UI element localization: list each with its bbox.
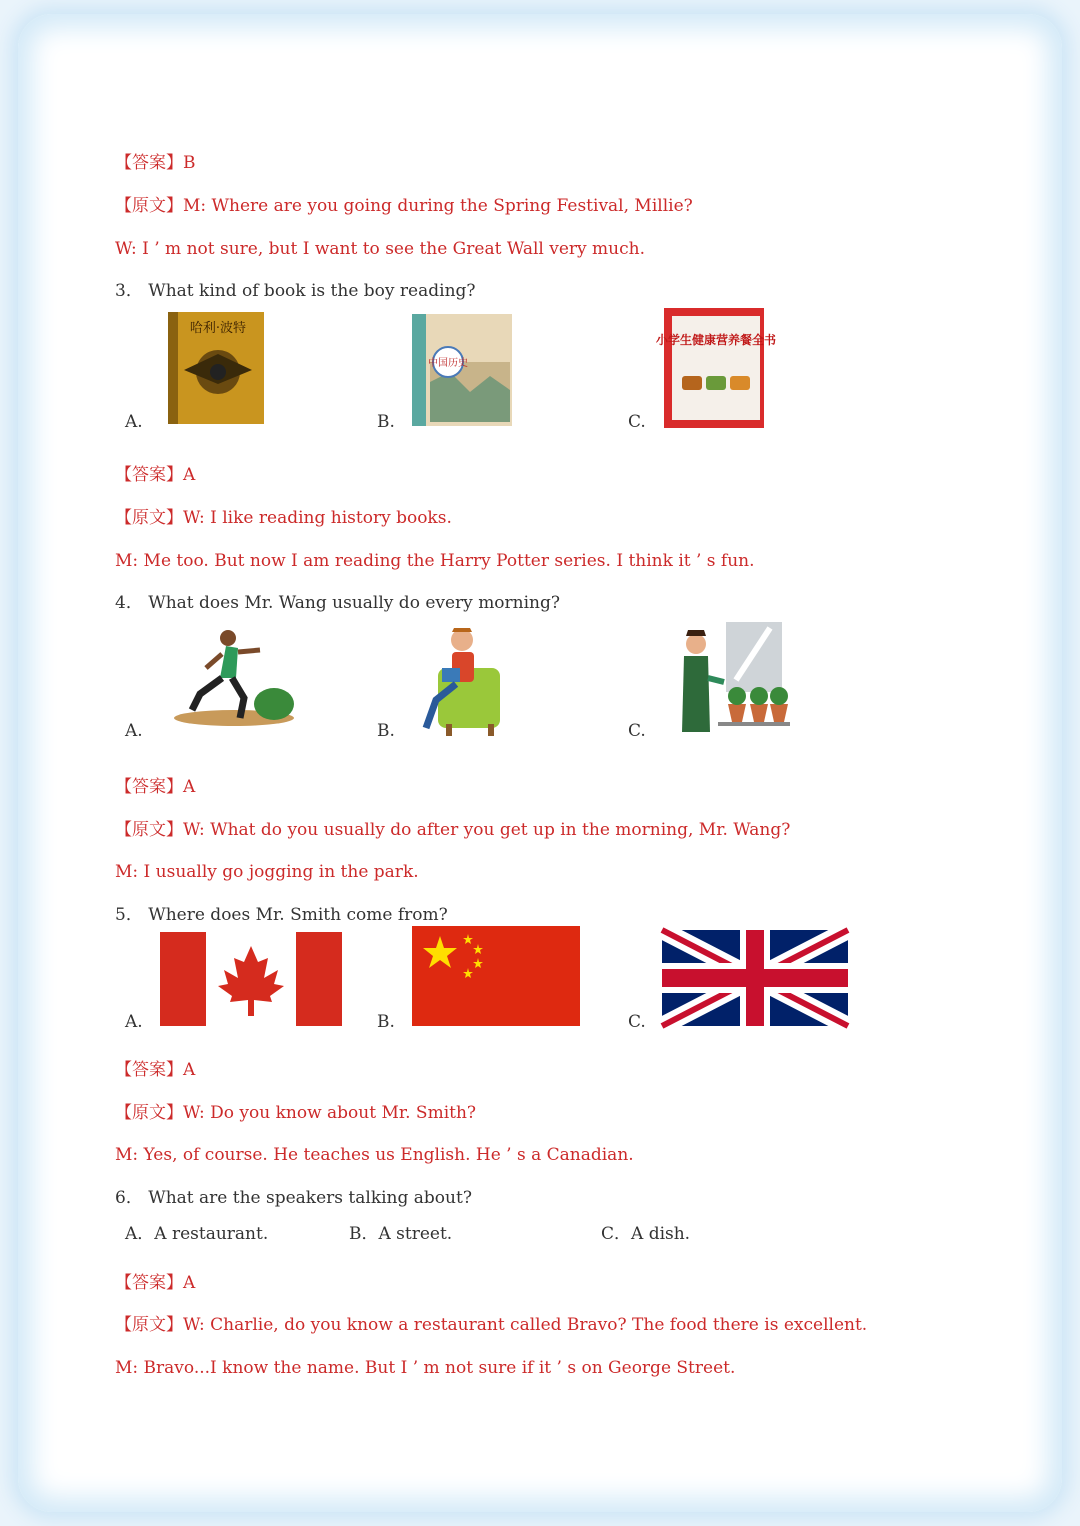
answer-tag: 【答案】 bbox=[115, 1273, 183, 1293]
document-page bbox=[18, 14, 1062, 1512]
answer-tag: 【答案】 bbox=[115, 1060, 183, 1080]
script-tag: 【原文】 bbox=[115, 820, 183, 840]
answer-tag: 【答案】 bbox=[115, 777, 183, 797]
q5-script-line1: 【原文】W: Do you know about Mr. Smith? bbox=[115, 1103, 477, 1123]
q4-answer bbox=[115, 776, 195, 798]
health-recipe-book-icon bbox=[655, 306, 777, 430]
china-flag-icon bbox=[412, 926, 580, 1026]
answer-value: A bbox=[183, 1273, 196, 1293]
q5-question: 5． Where does Mr. Smith come from? bbox=[115, 905, 448, 925]
q6-question: 6． What are the speakers talking about? bbox=[115, 1188, 472, 1208]
q5-answer bbox=[115, 1059, 195, 1081]
q5-option-c-label: C. bbox=[628, 1012, 646, 1032]
canada-flag-icon bbox=[160, 932, 342, 1026]
answer-tag: 【答案】 bbox=[115, 465, 183, 485]
uk-flag-icon bbox=[662, 930, 848, 1026]
q5-option-a-label: A. bbox=[125, 1012, 143, 1032]
q5-option-b-label: B. bbox=[377, 1012, 395, 1032]
q6-script-line1: 【原文】W: Charlie, do you know a restaurant called Bravo? The food there is excellent. bbox=[115, 1315, 868, 1335]
answer-value: A bbox=[183, 777, 196, 797]
q3-answer bbox=[115, 464, 195, 486]
reading-man-icon bbox=[416, 624, 506, 736]
q4-option-b-label: B. bbox=[377, 721, 395, 741]
q2-script-line1: 【原文】M: Where are you going during the Spring Festival, Millie? bbox=[115, 196, 693, 216]
q6-script-line2: M: Bravo...I know the name. But I ’ m not sure if it ’ s on George Street. bbox=[115, 1358, 736, 1378]
q4-script-line1: 【原文】W: What do you usually do after you get up in the morning, Mr. Wang? bbox=[115, 820, 791, 840]
q3-option-a-label: A. bbox=[125, 412, 143, 432]
q3-option-b-label: B. bbox=[377, 412, 395, 432]
book-title-text: 中国历史 bbox=[428, 358, 468, 369]
q3-script-line1: 【原文】W: I like reading history books. bbox=[115, 508, 452, 528]
q6-option-a: A．A restaurant. bbox=[125, 1224, 269, 1244]
history-textbook-icon bbox=[410, 312, 514, 428]
answer-value: A bbox=[183, 465, 196, 485]
gardening-man-icon bbox=[666, 620, 790, 736]
q3-option-c-label: C. bbox=[628, 412, 646, 432]
q4-option-a-label: A. bbox=[125, 721, 143, 741]
q6-answer bbox=[115, 1272, 195, 1294]
q3-script-line2: M: Me too. But now I am reading the Harry Potter series. I think it ’ s fun. bbox=[115, 551, 755, 571]
answer-value: B bbox=[183, 153, 196, 173]
q2-script-line2: W: I ’ m not sure, but I want to see the Great Wall very much. bbox=[115, 239, 645, 259]
jogging-man-icon bbox=[166, 628, 296, 728]
q6-option-b: B．A street. bbox=[349, 1224, 453, 1244]
q2-answer bbox=[115, 152, 196, 174]
q3-question: 3． What kind of book is the boy reading? bbox=[115, 281, 476, 301]
book-title-text: 小学生健康营养餐全书 bbox=[655, 333, 777, 347]
q4-question: 4． What does Mr. Wang usually do every morning? bbox=[115, 593, 561, 613]
script-tag: 【原文】 bbox=[115, 196, 183, 216]
q4-option-c-label: C. bbox=[628, 721, 646, 741]
q6-option-c: C．A dish. bbox=[601, 1224, 691, 1244]
harry-potter-book-icon bbox=[166, 310, 266, 426]
answer-tag: 【答案】 bbox=[115, 153, 183, 173]
script-tag: 【原文】 bbox=[115, 1315, 183, 1335]
q4-script-line2: M: I usually go jogging in the park. bbox=[115, 862, 419, 882]
book-title-text: 哈利·波特 bbox=[189, 321, 247, 336]
q5-script-line2: M: Yes, of course. He teaches us English. He ’ s a Canadian. bbox=[115, 1145, 634, 1165]
answer-value: A bbox=[183, 1060, 196, 1080]
script-tag: 【原文】 bbox=[115, 508, 183, 528]
script-tag: 【原文】 bbox=[115, 1103, 183, 1123]
